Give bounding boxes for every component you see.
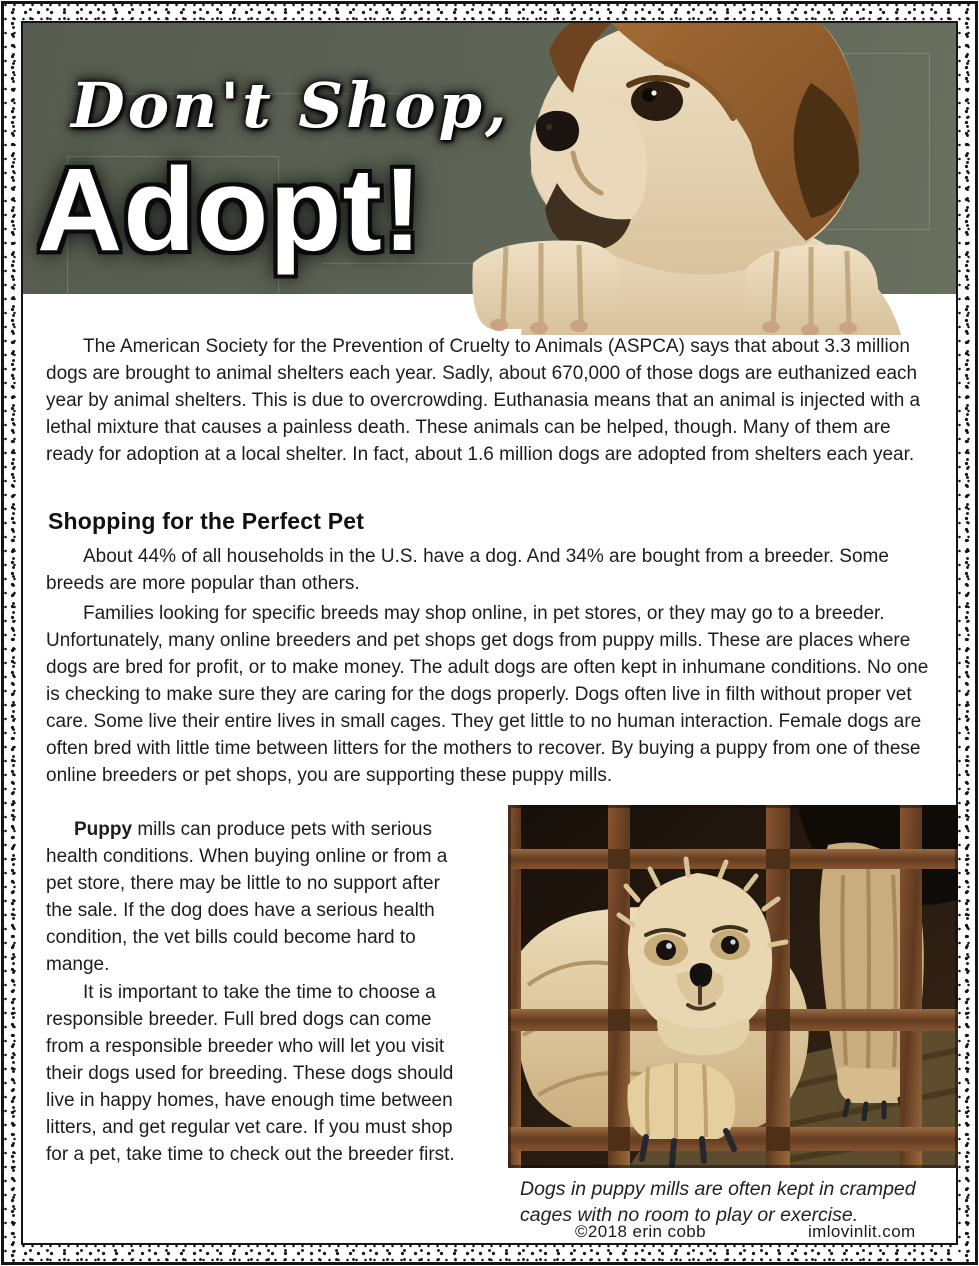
puppy-mill-figure: [508, 805, 958, 1228]
bold-lead-word: Puppy: [74, 819, 133, 840]
website-text: imlovinlit.com: [808, 1222, 916, 1241]
body-paragraph-4: It is important to take the time to choose a responsible breeder. Full bred dogs can come from a responsible breeder who will let you visit their dogs used for breeding. These dogs should live in happy homes, have enough time between litters, and get regular vet care. If you must shop for a pet, take time to check out the breeder first.: [46, 982, 455, 1165]
caged-dog-photo: [508, 805, 958, 1168]
body-paragraph-2: Families looking for specific breeds may shop online, in pet stores, or they may go to a breeder. Unfortunately, many online breeders and pet shops get dogs from puppy mills. These are places where dogs are bred for profit, or to make money. The adult dogs are often kept in inhumane conditions. No one is checking to make sure they are caring for the dogs properly. Dogs often live in filth without proper vet care. Some live their entire lives in small cages. They get little to no human interaction. Female dogs are often bred with little time between litters for the mothers to recover. By buying a puppy from one of these online breeders or pet shops, you are supporting these puppy mills.: [46, 603, 929, 786]
body-paragraph-1: About 44% of all households in the U.S. have a dog. And 34% are bought from a breeder. Some breeds are more popular than others.: [46, 546, 889, 594]
border-dots-top: [4, 4, 975, 21]
paragraph-3-text: mills can produce pets with serious health conditions. When buying online or from a pet store, there may be little to no support after the sale. If the dog does have a serious health condition, the vet bills could become hard to mange.: [46, 819, 448, 975]
figure-caption: Dogs in puppy mills are often kept in cramped cages with no room to play or exercise.: [520, 1178, 916, 1226]
left-column: [46, 816, 470, 1168]
border-dots-bottom: [4, 1245, 975, 1262]
border-dots-left: [4, 4, 21, 1262]
page-title-line1: Don't Shop,: [71, 69, 510, 142]
intro-paragraph: The American Society for the Prevention of Cruelty to Animals (ASPCA) says that about 3.3 million dogs are brought to animal shelters each year. Sadly, about 670,000 of those dogs are euthanized each year by animal shelters. This is due to overcrowding. Euthanasia means that an animal is injected with a lethal mixture that causes a painless death. These animals can be helped, though. Many of them are ready for adoption at a local shelter. In fact, about 1.6 million dogs are adopted from shelters each year.: [46, 336, 921, 465]
copyright-text: ©2018 erin cobb: [575, 1222, 707, 1241]
body-paragraph-3: [46, 816, 470, 978]
section-heading: Shopping for the Perfect Pet: [48, 508, 365, 534]
border-dots-right: [958, 4, 975, 1262]
hero-puppy-photo: [461, 23, 931, 335]
page-title-line2: Adopt!: [37, 144, 424, 276]
hero-banner: [23, 23, 956, 294]
